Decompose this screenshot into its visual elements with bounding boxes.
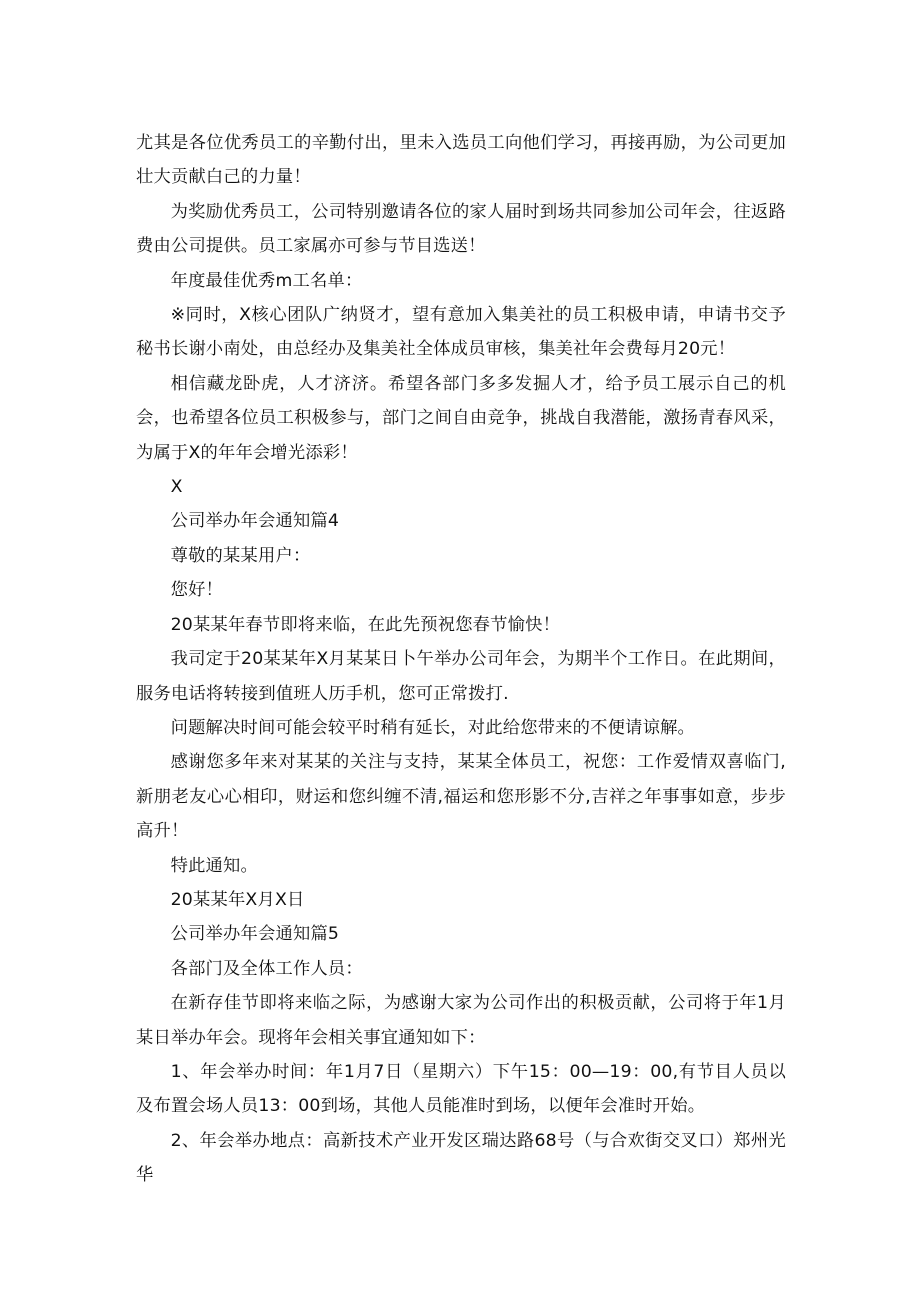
paragraph-best-employee-list-heading: 年度最佳优秀m工名单： (170, 270, 363, 291)
paragraph-encouragement: 相信藏龙卧虎，人才济济。希望各部门多多发掘人才，给予员工展示自己的机会，也希望各位员工积极参与，部门之间自由竞争，挑战自我潜能，激扬青春风采，为属于X的年年会增光添彩！ (136, 373, 786, 463)
section-heading-5: 公司举办年会通知篇5 (170, 924, 340, 945)
paragraph-annual-meeting-schedule: 我司定于20某某年X月某某日卜午举办公司年会，为期半个工作日。在此期间，服务电话将转接到值班人历手机，您可正常拨打. (136, 649, 786, 704)
paragraph-event-intro: 在新存佳节即将来临之际，为感谢大家为公司作出的积极贡献，公司将于年1月某日举办年会。现将年会相关事宜通知如下： (136, 993, 786, 1048)
paragraph-spring-festival-wish: 20某某年春节即将来临，在此先预祝您春节愉快！ (170, 614, 561, 635)
paragraph-greeting: 您好！ (170, 580, 224, 601)
document-page (136, 126, 786, 1193)
paragraph-salutation-departments: 各部门及全体工作人员： (170, 958, 363, 979)
paragraph-apology: 问题解决时间可能会较平时稍有延长，对此给您带来的不便请谅解。 (170, 717, 696, 738)
paragraph-intro-continuation: 尤其是各位优秀员工的辛勤付出，里未入选员工向他们学习，再接再励，为公司更加壮大贡献白己的力量！ (136, 133, 786, 188)
paragraph-salutation-users: 尊敬的某某用户： (170, 545, 311, 566)
paragraph-family-invitation: 为奖励优秀员工，公司特别邀请各位的家人届时到场共同参加公司年会，往返路费由公司提供。员工家属亦可参与节目选送！ (136, 201, 786, 257)
paragraph-thanks: 感谢您多年来对某某的关注与支持，某某全体员工，祝您：工作爱情双喜临门,新朋老友心心相印，财运和您纠缠不清,福运和您形影不分,吉祥之年事事如意，步步高升！ (136, 752, 786, 842)
paragraph-core-team-recruitment: ※同时，X核心团队广纳贤才，望有意加入集美社的员工积极申请，申请书交予秘书长谢小南处，由总经办及集美社全体成员审核，集美社年会费每月20元！ (136, 305, 786, 360)
paragraph-signature-x: X (170, 477, 183, 498)
section-heading-4: 公司举办年会通知篇4 (170, 511, 340, 532)
paragraph-notice-closing: 特此通知。 (170, 855, 259, 876)
paragraph-event-location: 2、年会举办地点：高新技术产业开发区瑞达路68号（与合欢街交叉口）郑州光华 (136, 1130, 786, 1186)
paragraph-date: 20某某年X月X日 (170, 889, 305, 910)
paragraph-event-time: 1、年会举办时间：年1月7日（星期六）下午15：00—19：00,有节目人员以及布置会场人员13：00到场，其他人员能准时到场，以便年会准时开始。 (136, 1061, 786, 1117)
